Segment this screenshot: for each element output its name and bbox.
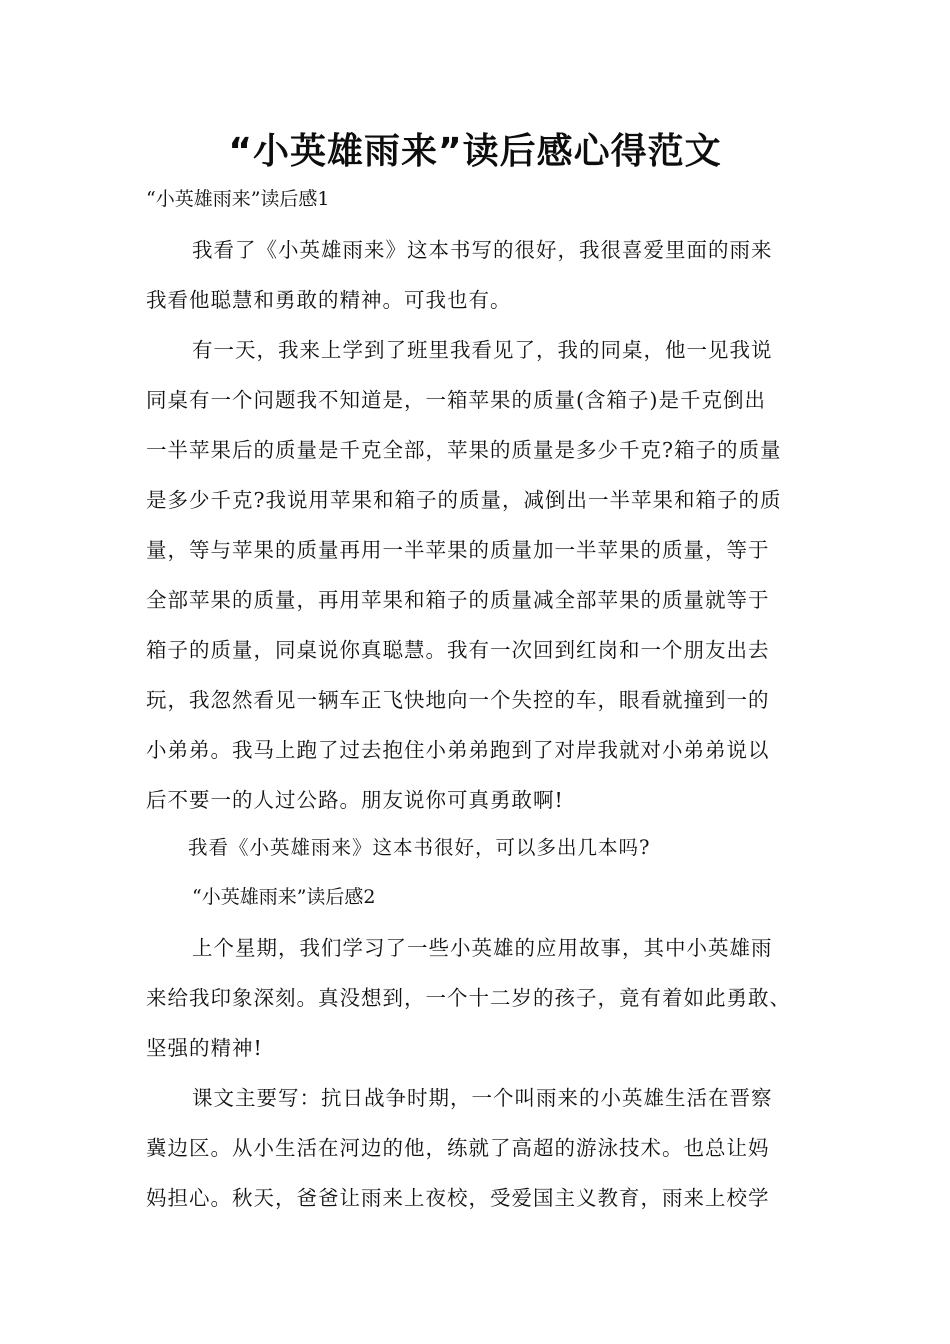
paragraph-line: 全部苹果的质量，再用苹果和箱子的质量减全部苹果的质量就等于 [146, 588, 770, 612]
paragraph-line: 来给我印象深刻。真没想到，一个十二岁的孩子，竟有着如此勇敢、 [146, 986, 791, 1010]
paragraph-line: 我看他聪慧和勇敢的精神。可我也有。 [146, 288, 512, 312]
paragraph-line: 同桌有一个问题我不知道是，一箱苹果的质量(含箱子)是千克倒出 [146, 388, 766, 412]
paragraph-line: 量，等与苹果的质量再用一半苹果的质量加一半苹果的质量，等于 [146, 538, 770, 562]
paragraph-line: 课文主要写：抗日战争时期，一个叫雨来的小英雄生活在晋察 [192, 1086, 773, 1110]
paragraph-line: 上个星期，我们学习了一些小英雄的应用故事，其中小英雄雨 [192, 936, 773, 960]
section-heading-2: “小英雄雨来”读后感2 [192, 886, 376, 908]
paragraph-line: 一半苹果后的质量是千克全部，苹果的质量是多少千克?箱子的质量 [146, 438, 782, 462]
paragraph-line: 坚强的精神! [146, 1036, 263, 1060]
paragraph-line: 小弟弟。我马上跑了过去抱住小弟弟跑到了对岸我就对小弟弟说以 [146, 738, 770, 762]
paragraph-line: 后不要一的人过公路。朋友说你可真勇敢啊! [146, 788, 564, 812]
section-heading-1: “小英雄雨来”读后感1 [146, 188, 330, 210]
paragraph-line: 玩，我忽然看见一辆车正飞快地向一个失控的车，眼看就撞到一的 [146, 688, 770, 712]
paragraph-line: 有一天，我来上学到了班里我看见了，我的同桌，他一见我说 [192, 338, 773, 362]
paragraph-line: 冀边区。从小生活在河边的他，练就了高超的游泳技术。也总让妈 [146, 1136, 770, 1160]
paragraph-line: 我看了《小英雄雨来》这本书写的很好，我很喜爱里面的雨来 [192, 238, 773, 262]
paragraph-line: 箱子的质量，同桌说你真聪慧。我有一次回到红岗和一个朋友出去 [146, 638, 770, 662]
paragraph-line: 妈担心。秋天，爸爸让雨来上夜校，受爱国主义教育，雨来上校学 [146, 1186, 770, 1210]
paragraph-line: 是多少千克?我说用苹果和箱子的质量，减倒出一半苹果和箱子的质 [146, 488, 782, 512]
paragraph-line: 我看《小英雄雨来》这本书很好，可以多出几本吗? [188, 836, 651, 859]
document-title: “小英雄雨来”读后感心得范文 [228, 131, 722, 172]
